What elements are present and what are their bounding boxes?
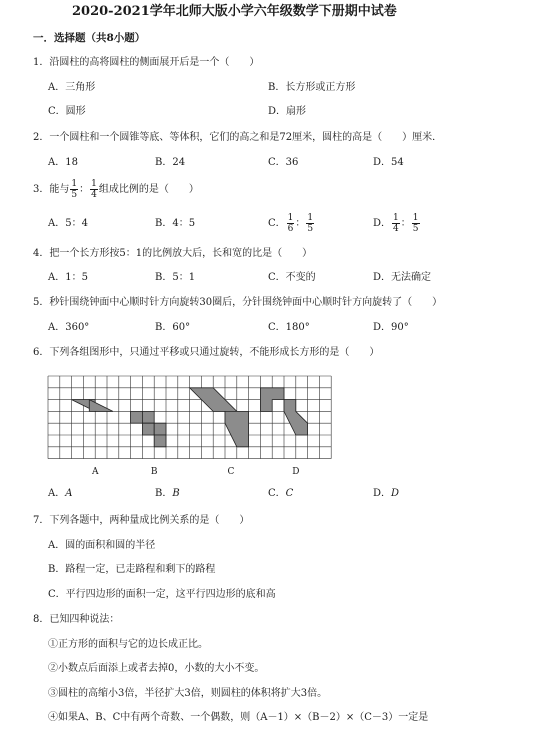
- shape-b-square: [131, 411, 143, 423]
- question-4-option-a: A．1：5: [48, 272, 88, 283]
- question-6-option-d: D．D: [373, 488, 400, 499]
- question-3-option-d: D． $\frac{1}{4}$ ： $\frac{1}{5}$: [373, 213, 419, 234]
- question-6-option-a: A．A: [48, 488, 73, 499]
- question-2-option-c: C．36: [268, 157, 299, 168]
- shape-b-square: [154, 423, 166, 435]
- question-3-prefix: 3．能与: [33, 184, 70, 195]
- shape-d-l-shape: [284, 400, 308, 435]
- grid-shape-label: A: [91, 467, 99, 478]
- shape-a-triangle: [89, 400, 113, 412]
- question-1-stem: 1．沿圆柱的高将圆柱的侧面展开后是一个（ ）: [33, 57, 260, 68]
- question-5-option-d: D．90°: [373, 322, 409, 333]
- question-8-statement-3: ③圆柱的高缩小3倍，半径扩大3倍，则圆柱的体积将扩大3倍。: [48, 688, 328, 699]
- question-5-stem: 5．秒针围绕钟面中心顺时针方向旋转30圈后，分针围绕钟面中心顺时针方向旋转了（ ）: [33, 297, 443, 308]
- question-8-statement-4: ④如果A、B、C中有两个奇数、一个偶数，则（A－1）×（B－2）×（C－3）一定是: [48, 712, 429, 723]
- shape-d-l-shape: [260, 388, 284, 412]
- question-2-option-b: B．24: [155, 157, 186, 168]
- question-6-stem: 6．下列各组图形中，只通过平移或只通过旋转，不能形成长方形的是（ ）: [33, 347, 380, 358]
- question-8-statement-2: ②小数点后面添上或者去掉0，小数的大小不变。: [48, 663, 265, 674]
- question-3-stem: [33, 178, 199, 202]
- question-6-option-b: B．B: [155, 488, 180, 499]
- fraction-one-fourth: $\frac{1}{4}$: [91, 179, 97, 200]
- grid-labels: [91, 467, 299, 477]
- question-6-option-c: C．C: [268, 488, 294, 499]
- question-3-option-c: C． $\frac{1}{6}$ ： $\frac{1}{5}$: [268, 213, 314, 234]
- question-5-option-c: C．180°: [268, 322, 310, 333]
- grid-shape-label: D: [292, 467, 300, 478]
- question-2-option-a: A．18: [48, 157, 78, 168]
- shape-b-square: [142, 423, 154, 435]
- grid-shape-label: C: [227, 467, 235, 478]
- question-7-option-a: A．圆的面积和圆的半径: [48, 540, 156, 551]
- question-1-option-b: B．长方形或正方形: [268, 82, 356, 93]
- question-8-statement-1: ①正方形的面积与它的边长成正比。: [48, 639, 208, 650]
- question-4-option-b: B．5：1: [155, 272, 196, 283]
- question-7-stem: 7．下列各题中，两种量成比例关系的是（ ）: [33, 515, 250, 526]
- shape-c-parallelogram: [225, 411, 249, 446]
- fraction-one-fifth: $\frac{1}{5}$: [71, 179, 78, 200]
- question-4-stem: 4．把一个长方形按5：1的比例放大后，长和宽的比是（ ）: [33, 248, 313, 259]
- question-3-option-b: B．4：5: [155, 218, 196, 229]
- question-4-option-c: C．不变的: [268, 272, 316, 283]
- question-2-stem: 2．一个圆柱和一个圆锥等底、等体积，它们的高之和是72厘米，圆柱的高是（ ）厘米．: [33, 132, 443, 143]
- shapes-grid-figure: [48, 376, 332, 478]
- shape-b-square: [142, 411, 154, 423]
- question-7-option-c: C．平行四边形的面积一定，这平行四边形的底和高: [48, 589, 276, 600]
- page-title: 2020-2021学年北师大版小学六年级数学下册期中试卷: [72, 4, 397, 19]
- grid-shape-label: B: [150, 467, 158, 478]
- ratio-separator: ：: [79, 184, 90, 195]
- question-5-option-b: B．60°: [155, 322, 191, 333]
- question-1-option-a: A．三角形: [48, 82, 96, 93]
- question-1-option-c: C．圆形: [48, 106, 86, 117]
- question-2-option-d: D．54: [373, 157, 404, 168]
- question-3-option-a: A．5：4: [48, 218, 88, 229]
- section-heading: 一．选择题（共8小题）: [33, 32, 146, 44]
- shape-b-square: [154, 435, 166, 447]
- question-5-option-a: A．360°: [48, 322, 90, 333]
- question-8-stem: 8．已知四种说法：: [33, 614, 120, 625]
- question-4-option-d: D．无法确定: [373, 272, 432, 283]
- question-7-option-b: B．路程一定，已走路程和剩下的路程: [48, 564, 216, 575]
- question-3-suffix: 组成比例的是（ ）: [98, 184, 199, 195]
- question-1-option-d: D．扇形: [268, 106, 307, 117]
